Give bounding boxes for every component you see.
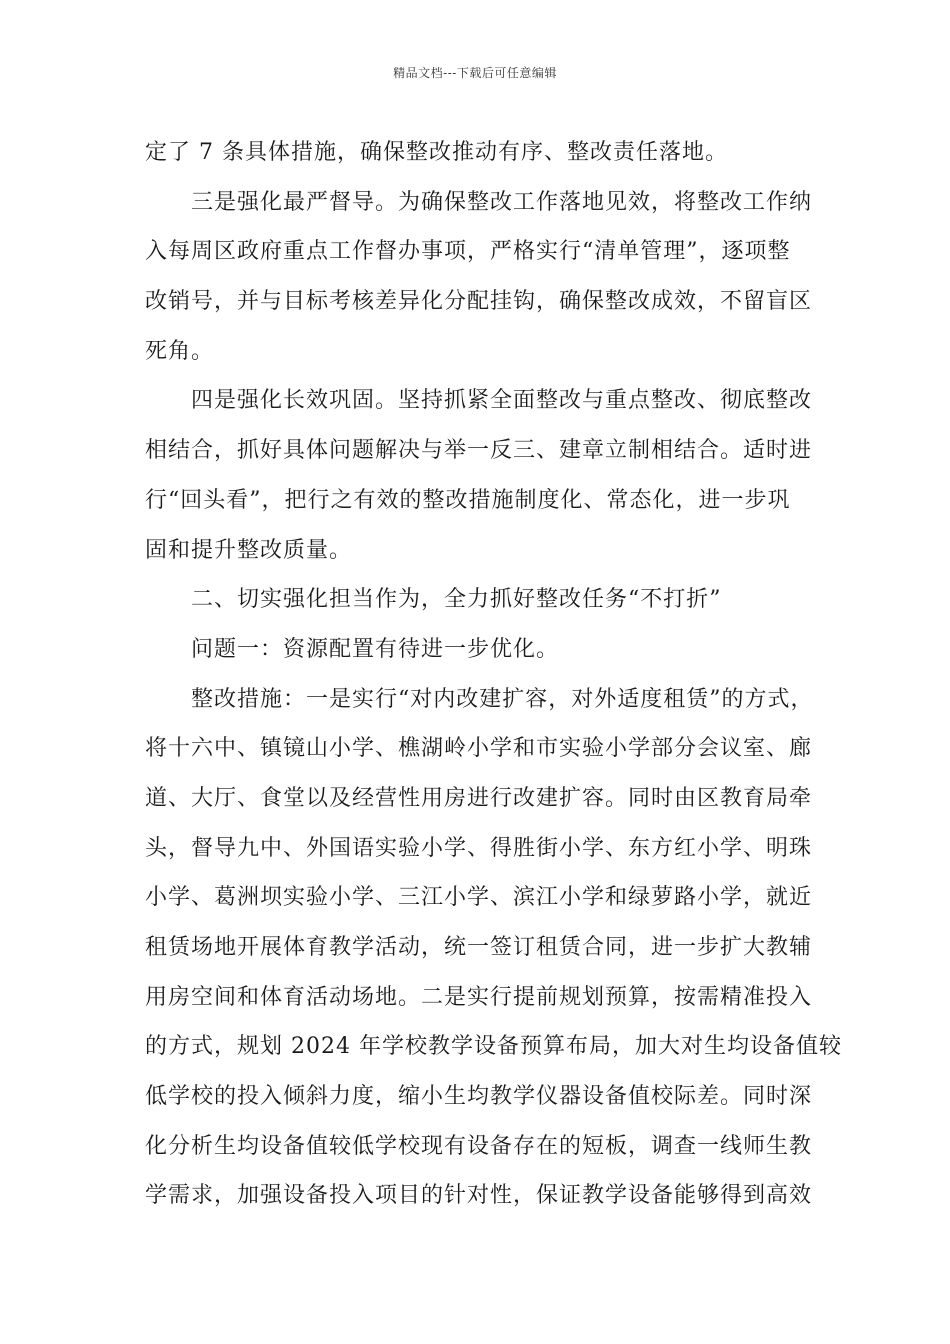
text-line: 头，督导九中、外国语实验小学、得胜街小学、东方红小学、明珠 — [145, 835, 813, 861]
text-line: 定了 7 条具体措施，确保整改推动有序、整改责任落地。 — [145, 140, 728, 165]
text-line: 租赁场地开展体育教学活动，统一签订租赁合同，进一步扩大教辅 — [145, 935, 813, 960]
text-line: 固和提升整改质量。 — [145, 537, 353, 563]
text-line: 小学、葛洲坝实验小学、三江小学、滨江小学和绿萝路小学，就近 — [145, 885, 813, 911]
section-heading: 二、切实强化担当作为，全力抓好整改任务“不打折” — [191, 587, 722, 613]
text-line: 化分析生均设备值较低学校现有设备存在的短板，调查一线师生教 — [145, 1133, 813, 1159]
text-line: 四是强化长效巩固。坚持抓紧全面整改与重点整改、彻底整改 — [191, 388, 813, 414]
text-line: 改销号，并与目标考核差异化分配挂钩，确保整改成效，不留盲区 — [145, 289, 813, 315]
text-line: 死角。 — [145, 338, 215, 364]
text-line: 学需求，加强设备投入项目的针对性，保证教学设备能够得到高效 — [145, 1183, 813, 1209]
text-line: 相结合，抓好具体问题解决与举一反三、建章立制相结合。适时进 — [145, 438, 813, 464]
page-header: 精品文档---下载后可任意编辑 — [393, 66, 557, 80]
text-line: 的方式，规划 2024 年学校教学设备预算布局，加大对生均设备值较 — [145, 1034, 842, 1060]
text-line: 将十六中、镇镜山小学、樵湖岭小学和市实验小学部分会议室、廊 — [145, 736, 813, 762]
text-line: 行“回头看”，把行之有效的整改措施制度化、常态化，进一步巩 — [145, 487, 791, 513]
text-line: 整改措施：一是实行“对内改建扩容，对外适度租赁”的方式， — [191, 686, 814, 712]
body-text — [145, 128, 842, 1221]
text-line: 低学校的投入倾斜力度，缩小生均教学仪器设备值校际差。同时深 — [145, 1084, 813, 1110]
problem-heading: 问题一：资源配置有待进一步优化。 — [191, 636, 560, 662]
text-line: 入每周区政府重点工作督办事项，严格实行“清单管理”，逐项整 — [145, 239, 791, 265]
text-line: 道、大厅、食堂以及经营性用房进行改建扩容。同时由区教育局牵 — [145, 785, 813, 811]
text-line: 用房空间和体育活动场地。二是实行提前规划预算，按需精准投入 — [145, 984, 813, 1010]
text-line: 三是强化最严督导。为确保整改工作落地见效，将整改工作纳 — [191, 189, 813, 215]
